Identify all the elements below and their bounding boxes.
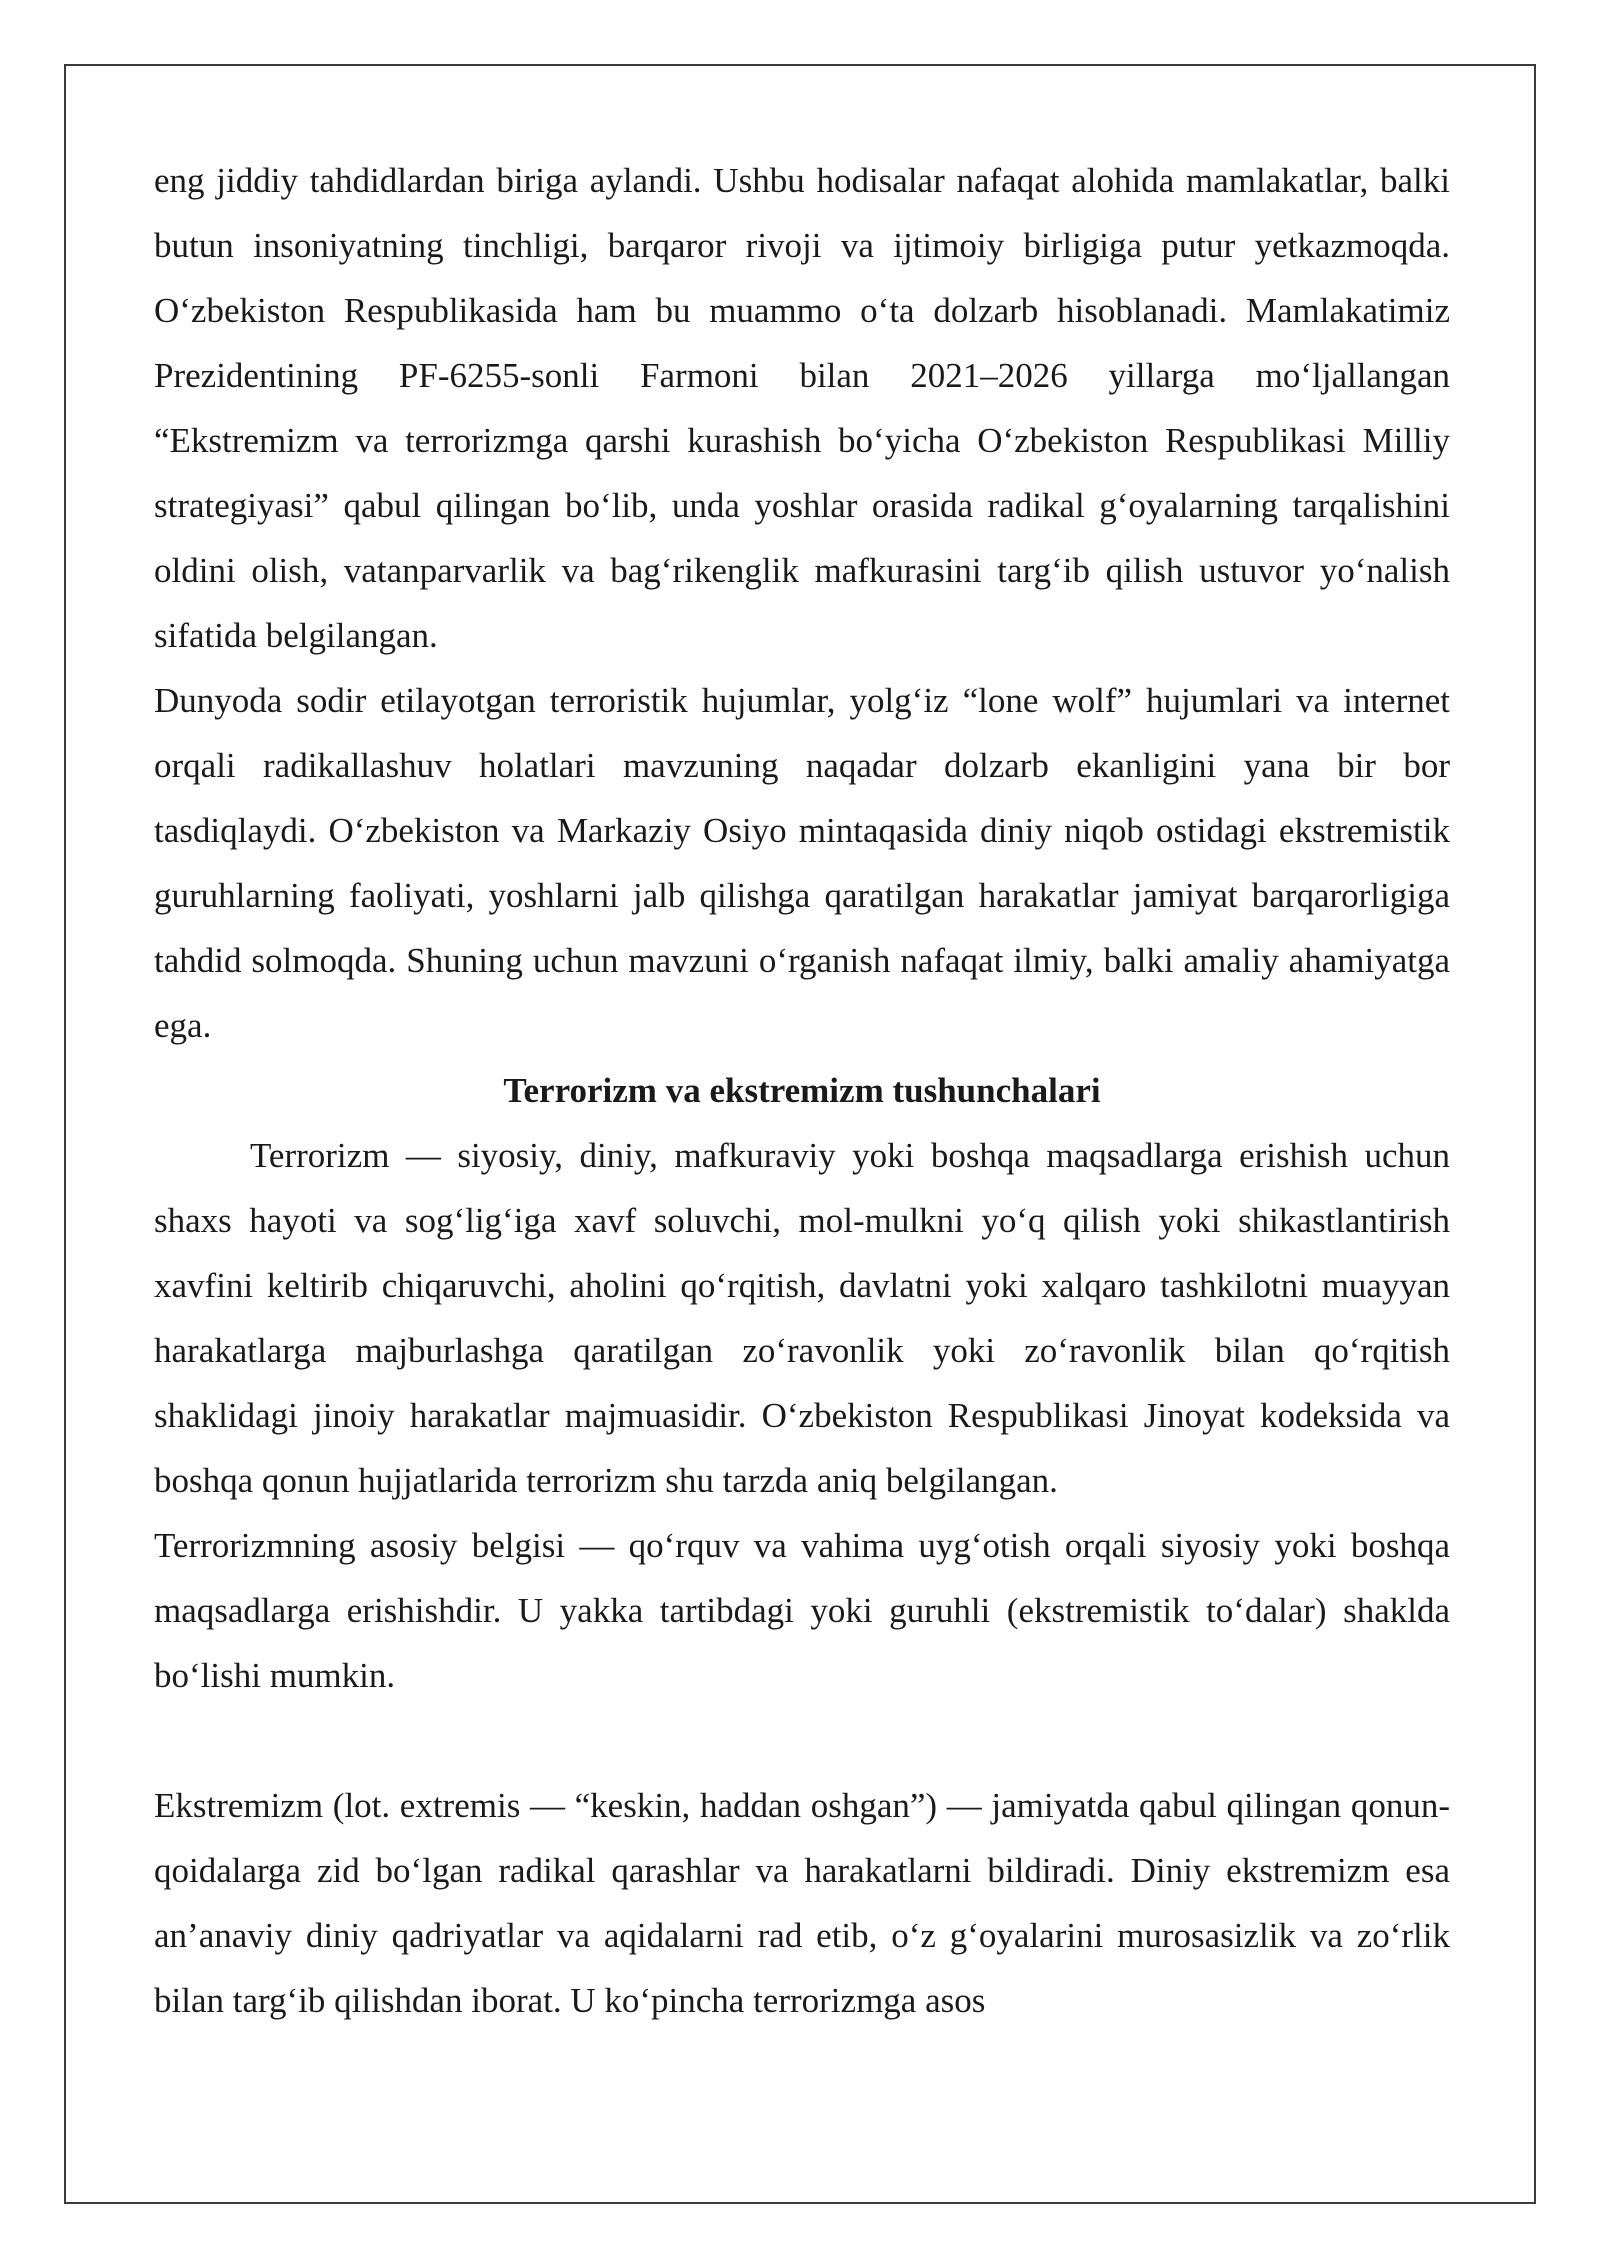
paragraph-terrorism-definition: Terrorizm — siyosiy, diniy, mafkuraviy yoki boshqa maqsadlarga erishish uchun shaxs hayoti va sog‘lig‘iga xavf soluvchi, mol-mulkni yo‘q qilish yoki shikastlantirish xavfini keltirib chiqaruvchi, aholini qo‘rqitish, davlatni yoki xalqaro tashkilotni muayyan harakatlarga majburlashga qaratilgan zo‘ravonlik yoki zo‘ravonlik bilan qo‘rqitish shaklidagi jinoiy harakatlar majmuasidir. O‘zbekiston Respublikasi Jinoyat kodeksida va boshqa qonun hujjatlarida terrorizm shu tarzda aniq belgilangan. xyxy=(154,1136,1450,1500)
blank-line xyxy=(154,1708,1450,1773)
section-heading: Terrorizm va ekstremizm tushunchalari xyxy=(503,1071,1101,1110)
paragraph-intro-2: Dunyoda sodir etilayotgan terroristik hujumlar, yolg‘iz “lone wolf” hujumlari va internet orqali radikallashuv holatlari mavzuning naqadar dolzarb ekanligini yana bir bor tasdiqlaydi. O‘zbekiston va Markaziy Osiyo mintaqasida diniy niqob ostidagi ekstremistik guruhlarning faoliyati, yoshlarni jalb qilishga qaratilgan harakatlar jamiyat barqarorligiga tahdid solmoqda. Shuning uchun mavzuni o‘rganish nafaqat ilmiy, balki amaliy ahamiyatga ega. xyxy=(154,681,1450,1045)
document-body xyxy=(154,148,1450,2033)
paragraph-extremism-definition: Ekstremizm (lot. extremis — “keskin, haddan oshgan”) — jamiyatda qabul qilingan qonun-qoidalarga zid bo‘lgan radikal qarashlar va harakatlarni bildiradi. Diniy ekstremizm esa an’anaviy diniy qadriyatlar va aqidalarni rad etib, o‘z g‘oyalarini murosasizlik va zo‘rlik bilan targ‘ib qilishdan iborat. U ko‘pincha terrorizmga asos xyxy=(154,1786,1450,2020)
paragraph-intro-1: eng jiddiy tahdidlardan biriga aylandi. Ushbu hodisalar nafaqat alohida mamlakatlar, balki butun insoniyatning tinchligi, barqaror rivoji va ijtimoiy birligiga putur yetkazmoqda. O‘zbekiston Respublikasida ham bu muammo o‘ta dolzarb hisoblanadi. Mamlakatimiz Prezidentining PF-6255-sonli Farmoni bilan 2021–2026 yillarga mo‘ljallangan “Ekstremizm va terrorizmga qarshi kurashish bo‘yicha O‘zbekiston Respublikasi Milliy strategiyasi” qabul qilingan bo‘lib, unda yoshlar orasida radikal g‘oyalarning tarqalishini oldini olish, vatanparvarlik va bag‘rikenglik mafkurasini targ‘ib qilish ustuvor yo‘nalish sifatida belgilangan. xyxy=(154,161,1450,655)
paragraph-terrorism-feature: Terrorizmning asosiy belgisi — qo‘rquv va vahima uyg‘otish orqali siyosiy yoki boshqa maqsadlarga erishishdir. U yakka tartibdagi yoki guruhli (ekstremistik to‘dalar) shaklda bo‘lishi mumkin. xyxy=(154,1526,1450,1695)
